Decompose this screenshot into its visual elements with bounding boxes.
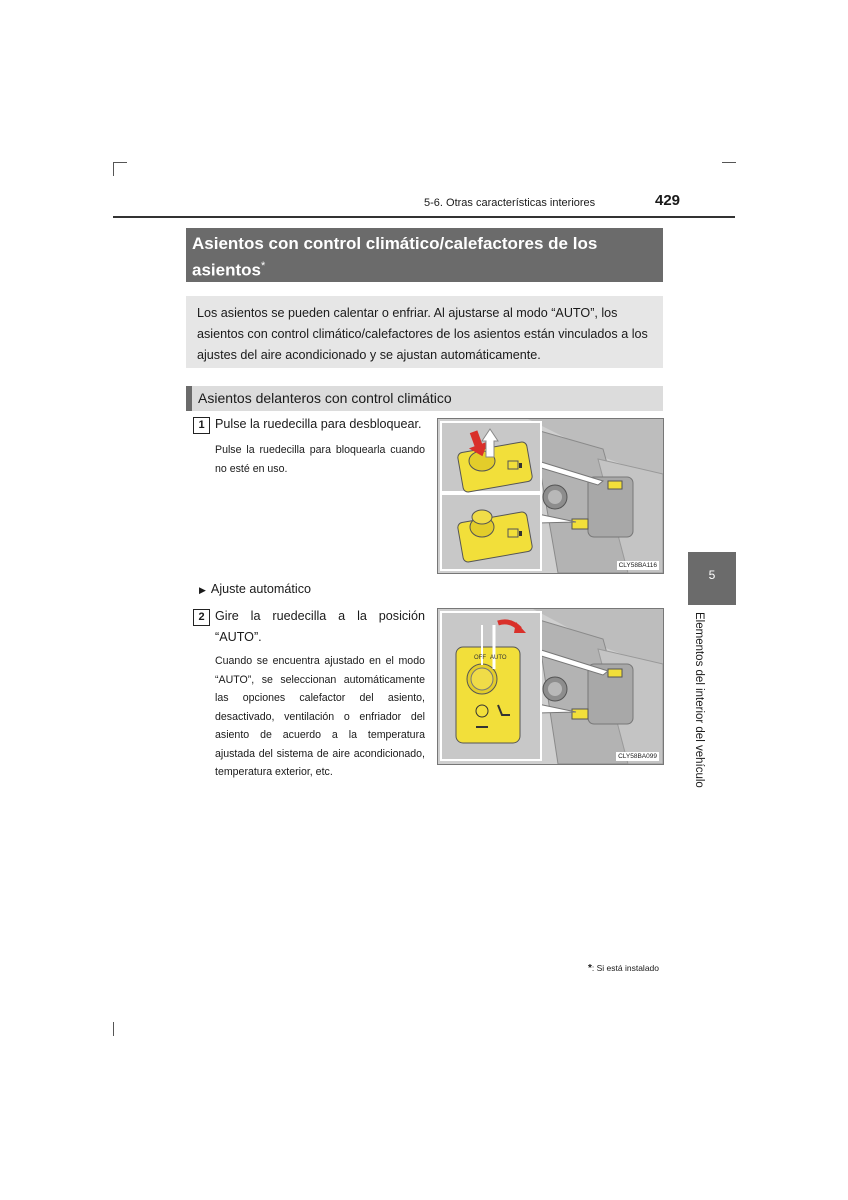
chapter-tab-label: Elementos del interior del vehículo <box>693 612 705 788</box>
title-asterisk: * <box>260 260 266 272</box>
figure-step-1 <box>437 418 664 574</box>
crop-mark-top-left <box>113 162 114 176</box>
auto-setting-text: Ajuste automático <box>210 582 312 596</box>
figure-step-2 <box>437 608 664 765</box>
crop-mark-top-left-h <box>113 162 127 163</box>
console-illustration-1 <box>438 419 663 573</box>
step-2-number: 2 <box>193 609 210 626</box>
step-1-number: 1 <box>193 417 210 434</box>
dial-off-label: OFF <box>474 655 486 661</box>
intro-box <box>186 296 663 368</box>
crop-mark-top-right <box>722 162 736 163</box>
crop-mark-bottom-left <box>113 1022 114 1036</box>
auto-setting-label <box>199 580 311 599</box>
step-2-text: Gire la ruedecilla a la posición “AUTO”. <box>215 609 425 644</box>
intro-text: Los asientos se pueden calentar o enfriar. Al ajustarse al modo “AUTO”, los asientos con control climático/calefactores de los asientos están vinculados a los ajustes del aire acondicionado y se ajustan automáticamente. <box>197 306 648 362</box>
dial-auto-label: AUTO <box>490 655 507 661</box>
page-number: 429 <box>655 192 681 209</box>
section-title <box>192 233 652 282</box>
subsection-title: Asientos delanteros con control climático <box>198 390 452 406</box>
footnote <box>588 961 659 976</box>
console-illustration-2 <box>438 609 663 764</box>
footnote-asterisk: * <box>588 963 592 974</box>
triangle-marker-icon: ▶ <box>199 585 206 595</box>
subsection-header <box>186 386 663 411</box>
step-2-note: Cuando se encuentra ajustado en el modo “AUTO”, se seleccionan automáticamente las opciones calefactor del asiento, desactivado, ventilación o enfriador del asiento de acuerdo a la temperatura ajustada del sistema de aire acondicionado, temperatura exterior, etc. <box>215 655 425 778</box>
header-rule <box>113 216 735 218</box>
step-1-text: Pulse la ruedecilla para desbloquear. <box>215 417 422 431</box>
section-title-text: Asientos con control climático/calefactores de los asientos <box>192 234 598 280</box>
step-1-note: Pulse la ruedecilla para bloquearla cuando no esté en uso. <box>215 444 425 475</box>
footnote-text: : Si está instalado <box>591 963 660 973</box>
figure-1-code: CLY58BA116 <box>618 562 657 569</box>
figure-2-code: CLY58BA099 <box>618 753 657 760</box>
running-header: 5-6. Otras características interiores <box>424 197 596 209</box>
subsection-bar <box>186 386 192 411</box>
section-title-box <box>186 228 663 282</box>
chapter-tab: 5 <box>688 552 736 605</box>
